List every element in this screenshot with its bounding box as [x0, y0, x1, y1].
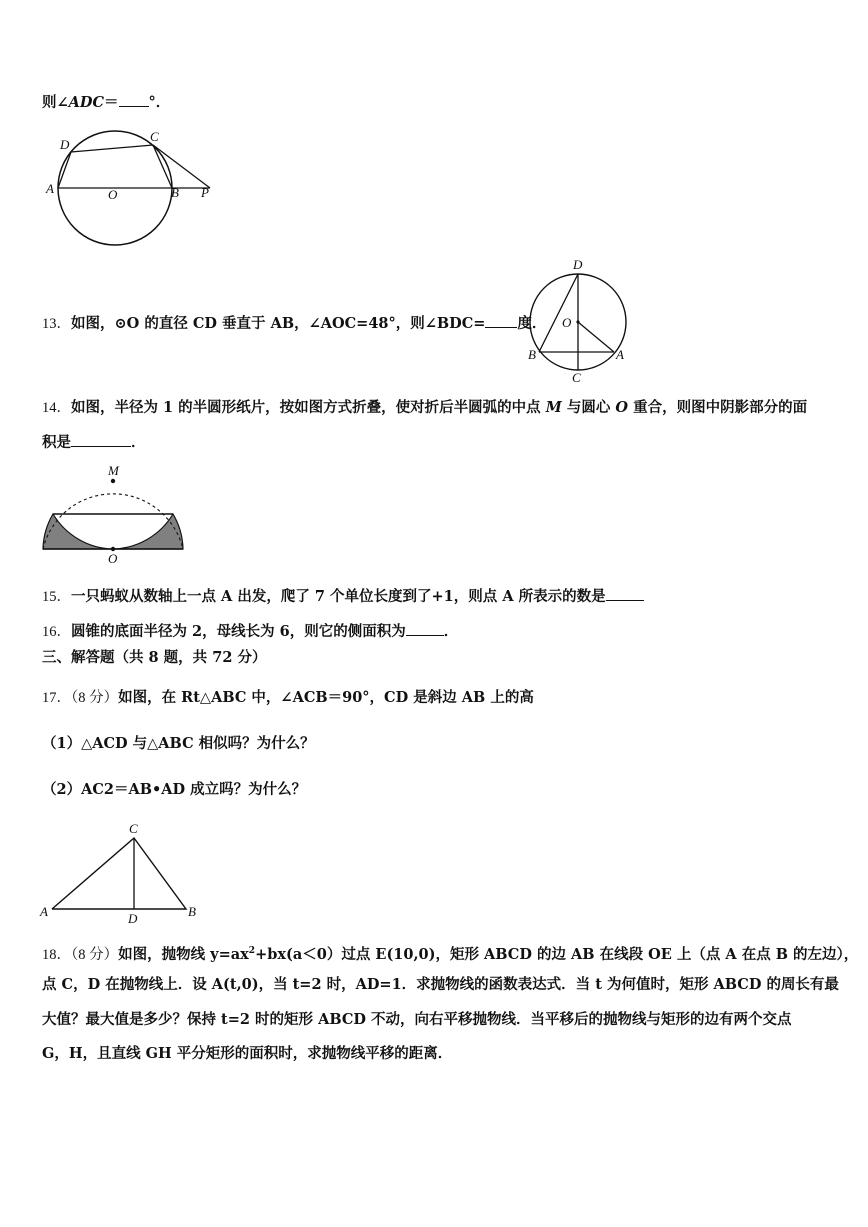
question-14-line-1: 14．如图，半径为 1 的半圆形纸片，按如图方式折叠，使对折后半圆弧的中点 M 与圆心 O 重合，则图中阴影部分的面 [42, 399, 808, 416]
label-p: P [201, 185, 209, 200]
question-17-part-2: （2）AC2＝AB•AD 成立吗？为什么？ [42, 781, 307, 798]
question-14-line-2: 积是 ． [42, 434, 146, 451]
label-a: A [40, 904, 48, 919]
question-18-line-4: G，H，且直线 GH 平分矩形的面积时，求抛物线平移的距离． [42, 1045, 453, 1062]
answer-blank[interactable] [485, 313, 517, 328]
shaded-region-left [43, 514, 113, 549]
label-b: B [171, 185, 179, 200]
label-c: C [129, 821, 138, 836]
label-m: M [108, 463, 119, 478]
label-o: O [108, 551, 118, 566]
circle-symbol: ⊙ [114, 315, 127, 332]
answer-blank[interactable] [406, 621, 444, 636]
question-18-line-3: 大值？最大值是多少？保持 t=2 时的矩形 ABCD 不动，向右平移抛物线．当平移后的抛物线与矩形的边有两个交点 [42, 1011, 792, 1028]
label-d: D [573, 257, 583, 272]
question-15: 15．一只蚂蚁从数轴上一点 A 出发，爬了 7 个单位长度到了+1，则点 A 所表示的数是 [42, 586, 644, 606]
question-17: 17．（8 分）如图，在 Rt△ABC 中，∠ACB＝90°，CD 是斜边 AB 上的高 [42, 689, 534, 706]
label-o: O [562, 315, 572, 330]
label-d: D [128, 911, 138, 926]
answer-blank[interactable] [119, 92, 149, 107]
label-o: O [108, 187, 118, 202]
question-17-part-1: （1）△ACD 与△ABC 相似吗？为什么？ [42, 735, 315, 752]
question-18-line-2: 点 C，D 在抛物线上．设 A(t,0)，当 t=2 时，AD=1．求抛物线的函数表达式．当 t 为何值时，矩形 ABCD 的周长有最 [42, 976, 839, 993]
chord-dc [71, 145, 153, 152]
section-heading: 三、解答题（共 8 题，共 72 分） [42, 649, 267, 666]
center-dot [576, 320, 579, 323]
label-a: A [616, 347, 624, 362]
label-c: C [572, 370, 581, 385]
q13-circle-figure [525, 255, 645, 385]
q14-semicircle-figure [38, 460, 198, 566]
point-m [111, 479, 115, 483]
label-b: B [528, 347, 536, 362]
label-a: A [46, 181, 54, 196]
segment-oa [578, 322, 614, 352]
q12-answer-line: 则∠ADC＝ °． [42, 94, 171, 111]
question-13: 13．如图，⊙O 的直径 CD 垂直于 AB，∠AOC=48°，则∠BDC= 度． [42, 315, 547, 332]
tangent-cp [153, 145, 210, 188]
q17-triangle-figure [38, 820, 218, 930]
label-d: D [60, 137, 70, 152]
segment-ad [58, 152, 71, 188]
triangle-abc [52, 838, 186, 909]
answer-blank[interactable] [71, 432, 131, 447]
shaded-region-right [113, 514, 183, 549]
question-16: 16．圆锥的底面半径为 2，母线长为 6，则它的侧面积为 ． [42, 623, 459, 640]
q12-circle-figure [40, 125, 240, 255]
segment-db [539, 274, 578, 352]
label-c: C [150, 129, 159, 144]
question-18-line-1: 18．（8 分）如图，抛物线 $y=ax^2+bx(a<0)$过点 E(10,0)，矩形 ABCD 的边 AB 在线段 OE 上（点 A 在点 B 的左边）， [42, 945, 859, 963]
label-b: B [188, 904, 196, 919]
answer-blank[interactable] [606, 586, 644, 601]
